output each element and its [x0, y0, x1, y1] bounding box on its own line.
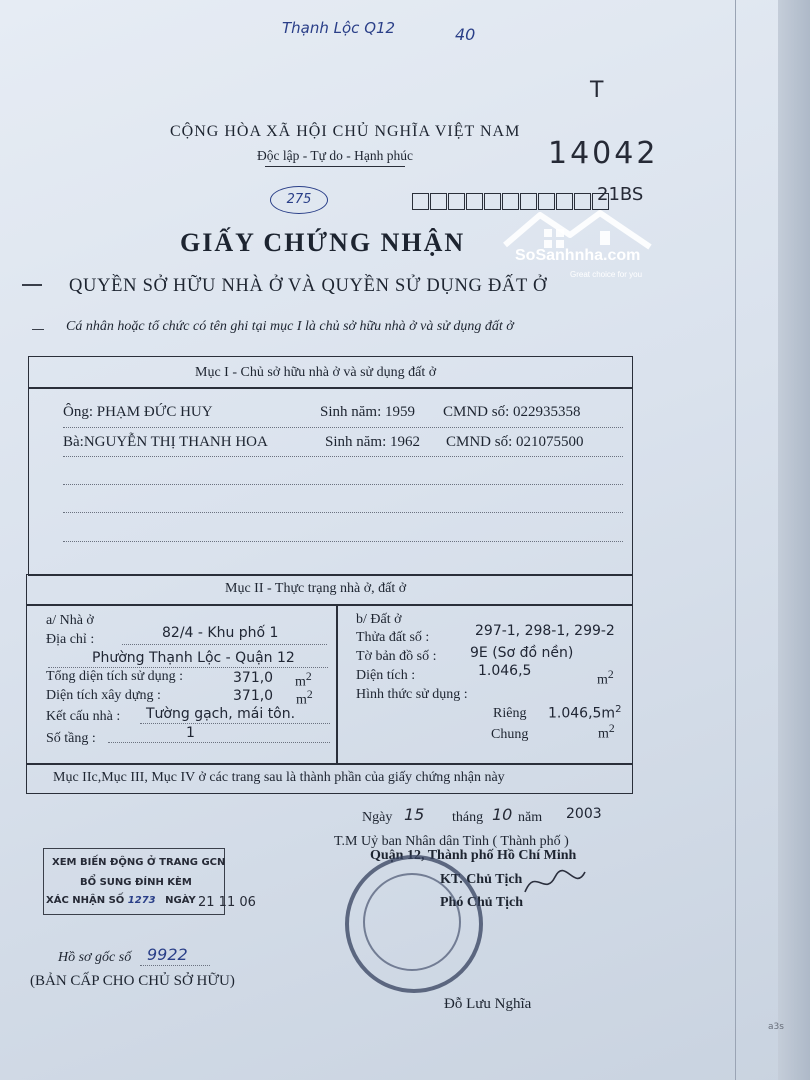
section-property-divider	[27, 604, 632, 606]
dotted-line	[140, 722, 330, 724]
house-build-area-label: Diện tích xây dựng :	[46, 688, 161, 703]
dotted-line	[63, 455, 623, 457]
house-total-area-value: 371,0	[233, 670, 274, 686]
owner-2-birth: Sinh năm: 1962	[325, 434, 421, 450]
land-map-value: 9E (Sơ đồ nền)	[470, 645, 574, 661]
origin-record-number: 9922	[147, 945, 188, 964]
intro-margin-dash	[32, 329, 44, 330]
amendment-date-label: NGÀY	[165, 895, 196, 906]
issue-month-label: tháng	[452, 810, 484, 825]
owner-1-id: CMND số: 022935358	[443, 404, 581, 420]
corner-code: a3s	[768, 1022, 784, 1032]
national-title: CỘNG HÒA XÃ HỘI CHỦ NGHĨA VIỆT NAM	[170, 123, 521, 140]
section-property-footer-note: Mục IIc,Mục III, Mục IV ở các trang sau là thành phần của giấy chứng nhận này	[53, 770, 505, 785]
section-owners-box	[28, 356, 633, 576]
amendment-confirm-number: 1273	[127, 895, 156, 906]
house-structure-value: Tường gạch, mái tôn.	[146, 706, 296, 722]
handwritten-code-note: 21BS	[597, 184, 644, 205]
house-structure-label: Kết cấu nhà :	[46, 709, 121, 724]
dotted-line	[48, 666, 328, 668]
dotted-line	[63, 426, 623, 428]
land-area-label: Diện tích :	[356, 668, 416, 683]
handwritten-corner-mark: T	[590, 78, 604, 103]
issue-year-label: năm	[518, 810, 543, 825]
circled-serial-number: 275	[270, 186, 328, 214]
house-total-area-label: Tổng diện tích sử dụng :	[46, 669, 184, 684]
page-edge-shadow	[778, 0, 810, 1080]
amendment-note-line1: XEM BIẾN ĐỘNG Ở TRANG GCN	[52, 857, 226, 868]
house-address-line1: 82/4 - Khu phố 1	[162, 625, 279, 641]
dotted-line	[108, 741, 330, 743]
land-private-area: 1.046,5m	[548, 705, 616, 722]
amendment-note-line2: BỔ SUNG ĐÍNH KÈM	[80, 877, 192, 888]
house-floors-value: 1	[186, 725, 195, 741]
owner-1-birth: Sinh năm: 1959	[320, 404, 416, 420]
amendment-note-line3	[46, 895, 196, 906]
house-total-area-unit: $m^2$	[295, 670, 312, 690]
house-section-label: a/ Nhà ở	[46, 613, 94, 628]
section-property-heading: Mục II - Thực trạng nhà ở, đất ở	[225, 581, 407, 596]
owner-2-id: CMND số: 021075500	[446, 434, 584, 450]
national-motto: Độc lập - Tự do - Hạnh phúc	[257, 148, 413, 163]
certificate-subtitle: QUYỀN SỞ HỮU NHÀ Ở VÀ QUYỀN SỬ DỤNG ĐẤT Ở	[69, 276, 548, 296]
section-property-column-divider	[336, 605, 338, 763]
motto-underline	[265, 166, 405, 167]
land-section-label: b/ Đất ở	[356, 612, 402, 627]
house-address-label: Địa chỉ :	[46, 632, 95, 647]
dotted-line	[63, 511, 623, 513]
house-build-area-unit: $m^2$	[296, 688, 313, 708]
house-build-area-value: 371,0	[233, 688, 274, 704]
handwritten-number-note: 40	[455, 25, 476, 44]
amendment-date-value: 21 11 06	[198, 895, 256, 910]
land-shared-label: Chung	[491, 727, 529, 742]
land-private-value: $1.046,5m^2$	[548, 704, 622, 722]
area-unit-label: m	[598, 726, 609, 742]
owner-1-name: Ông: PHẠM ĐỨC HUY	[63, 404, 213, 420]
page-border-line	[735, 0, 736, 1080]
owner-2-name: Bà:NGUYỄN THỊ THANH HOA	[63, 434, 268, 450]
amendment-confirm-label: XÁC NHẬN SỐ	[46, 895, 125, 906]
dotted-line	[140, 964, 210, 966]
house-floors-label: Số tầng :	[46, 731, 96, 746]
land-area-value: 1.046,5	[478, 663, 532, 679]
watermark-brand: SoSanhnha.com	[515, 247, 641, 264]
certificate-title: GIẤY CHỨNG NHẬN	[180, 228, 466, 257]
handwritten-serial-note: 14042	[548, 136, 659, 171]
signer-role-2: Phó Chủ Tịch	[440, 895, 523, 910]
land-map-label: Tờ bản đồ số :	[356, 649, 437, 664]
area-unit-label: m	[296, 692, 307, 708]
house-address-line2: Phường Thạnh Lộc - Quận 12	[92, 650, 295, 666]
issue-date-label: Ngày	[362, 810, 393, 825]
section-property-footer-divider	[27, 763, 632, 765]
dotted-line	[122, 643, 327, 645]
issuing-authority: T.M Uỷ ban Nhân dân Tỉnh ( Thành phố )	[334, 834, 569, 849]
certificate-intro: Cá nhân hoặc tổ chức có tên ghi tại mục I là chủ sở hữu nhà ở và sử dụng đất ở	[66, 319, 514, 334]
signature-scribble	[520, 862, 590, 902]
issuing-district: Quận 12, Thành phố Hồ Chí Minh	[370, 848, 577, 863]
handwritten-location-note: Thạnh Lộc Q12	[282, 19, 396, 37]
official-seal-inner-ring	[363, 873, 461, 971]
signer-name: Đỗ Lưu Nghĩa	[444, 996, 532, 1012]
dotted-line	[63, 483, 623, 485]
issue-year: 2003	[566, 806, 602, 822]
area-unit-label: m	[597, 672, 608, 688]
land-shared-unit: $m^2$	[598, 722, 615, 742]
land-parcel-value: 297-1, 298-1, 299-2	[475, 623, 615, 639]
land-usage-label: Hình thức sử dụng :	[356, 687, 468, 702]
section-owners-divider	[29, 387, 632, 389]
watermark-tagline: Great choice for you	[570, 270, 643, 279]
copy-holder-note: (BẢN CẤP CHO CHỦ SỞ HỮU)	[30, 973, 235, 989]
issue-day: 15	[404, 805, 425, 824]
section-owners-heading: Mục I - Chủ sở hữu nhà ở và sử dụng đất ở	[195, 365, 437, 380]
left-margin-dash	[22, 284, 42, 286]
dotted-line	[63, 540, 623, 542]
area-unit-label: m	[295, 674, 306, 690]
land-area-unit: $m^2$	[597, 668, 614, 688]
origin-record-label: Hồ sơ gốc số	[58, 950, 132, 965]
land-parcel-label: Thửa đất số :	[356, 630, 430, 645]
issue-month: 10	[492, 805, 513, 824]
land-private-label: Riêng	[493, 706, 527, 721]
signer-role-1: KT. Chủ Tịch	[440, 872, 523, 887]
